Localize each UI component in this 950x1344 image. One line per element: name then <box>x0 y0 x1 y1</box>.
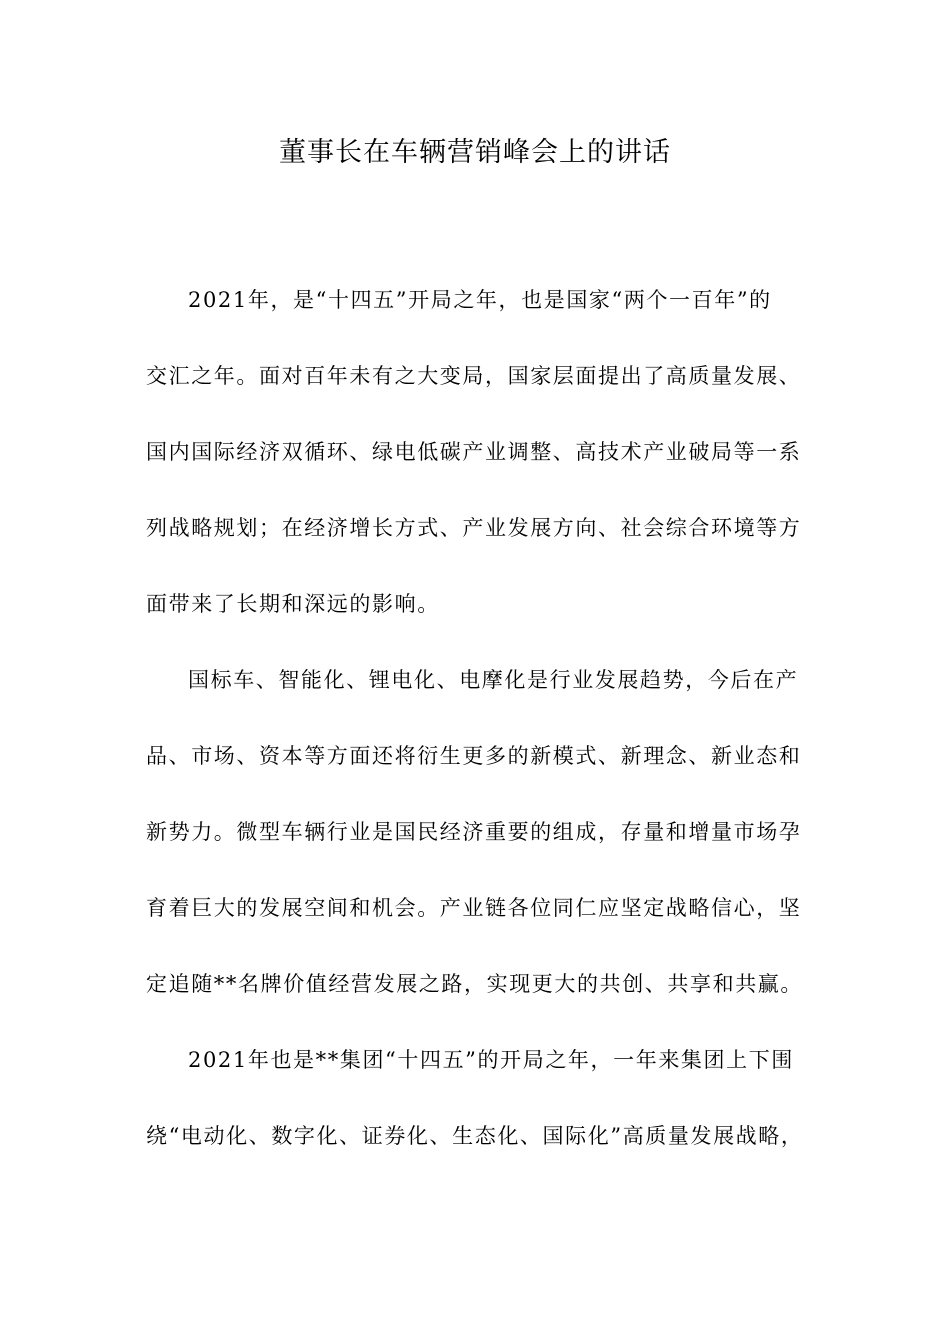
paragraph-line: 国内国际经济双循环、绿电低碳产业调整、高技术产业破局等一系 <box>146 440 802 464</box>
paragraph-line: 列战略规划；在经济增长方式、产业发展方向、社会综合环境等方 <box>146 516 802 540</box>
paragraph-line: 交汇之年。面对百年未有之大变局，国家层面提出了高质量发展、 <box>146 364 802 388</box>
paragraph-line: 绕“电动化、数字化、证券化、生态化、国际化”高质量发展战略， <box>146 1124 804 1148</box>
paragraph-line: 2021年，是“十四五”开局之年，也是国家“两个一百年”的 <box>188 288 772 312</box>
document-body <box>146 280 806 1192</box>
paragraph-line: 新势力。微型车辆行业是国民经济重要的组成，存量和增量市场孕 <box>146 820 802 844</box>
paragraph-line: 育着巨大的发展空间和机会。产业链各位同仁应坚定战略信心，坚 <box>146 896 802 920</box>
paragraph-2 <box>146 660 806 1040</box>
paragraph-line: 定追随**名牌价值经营发展之路，实现更大的共创、共享和共赢。 <box>146 972 803 996</box>
paragraph-line: 面带来了长期和深远的影响。 <box>146 592 440 616</box>
paragraph-line: 国标车、智能化、锂电化、电摩化是行业发展趋势，今后在产 <box>188 668 799 692</box>
document-title: 董事长在车辆营销峰会上的讲话 <box>279 137 671 168</box>
paragraph-line: 2021年也是**集团“十四五”的开局之年，一年来集团上下围 <box>188 1048 794 1072</box>
paragraph-3 <box>146 1040 806 1192</box>
paragraph-1 <box>146 280 806 660</box>
paragraph-line: 品、市场、资本等方面还将衍生更多的新模式、新理念、新业态和 <box>146 744 802 768</box>
